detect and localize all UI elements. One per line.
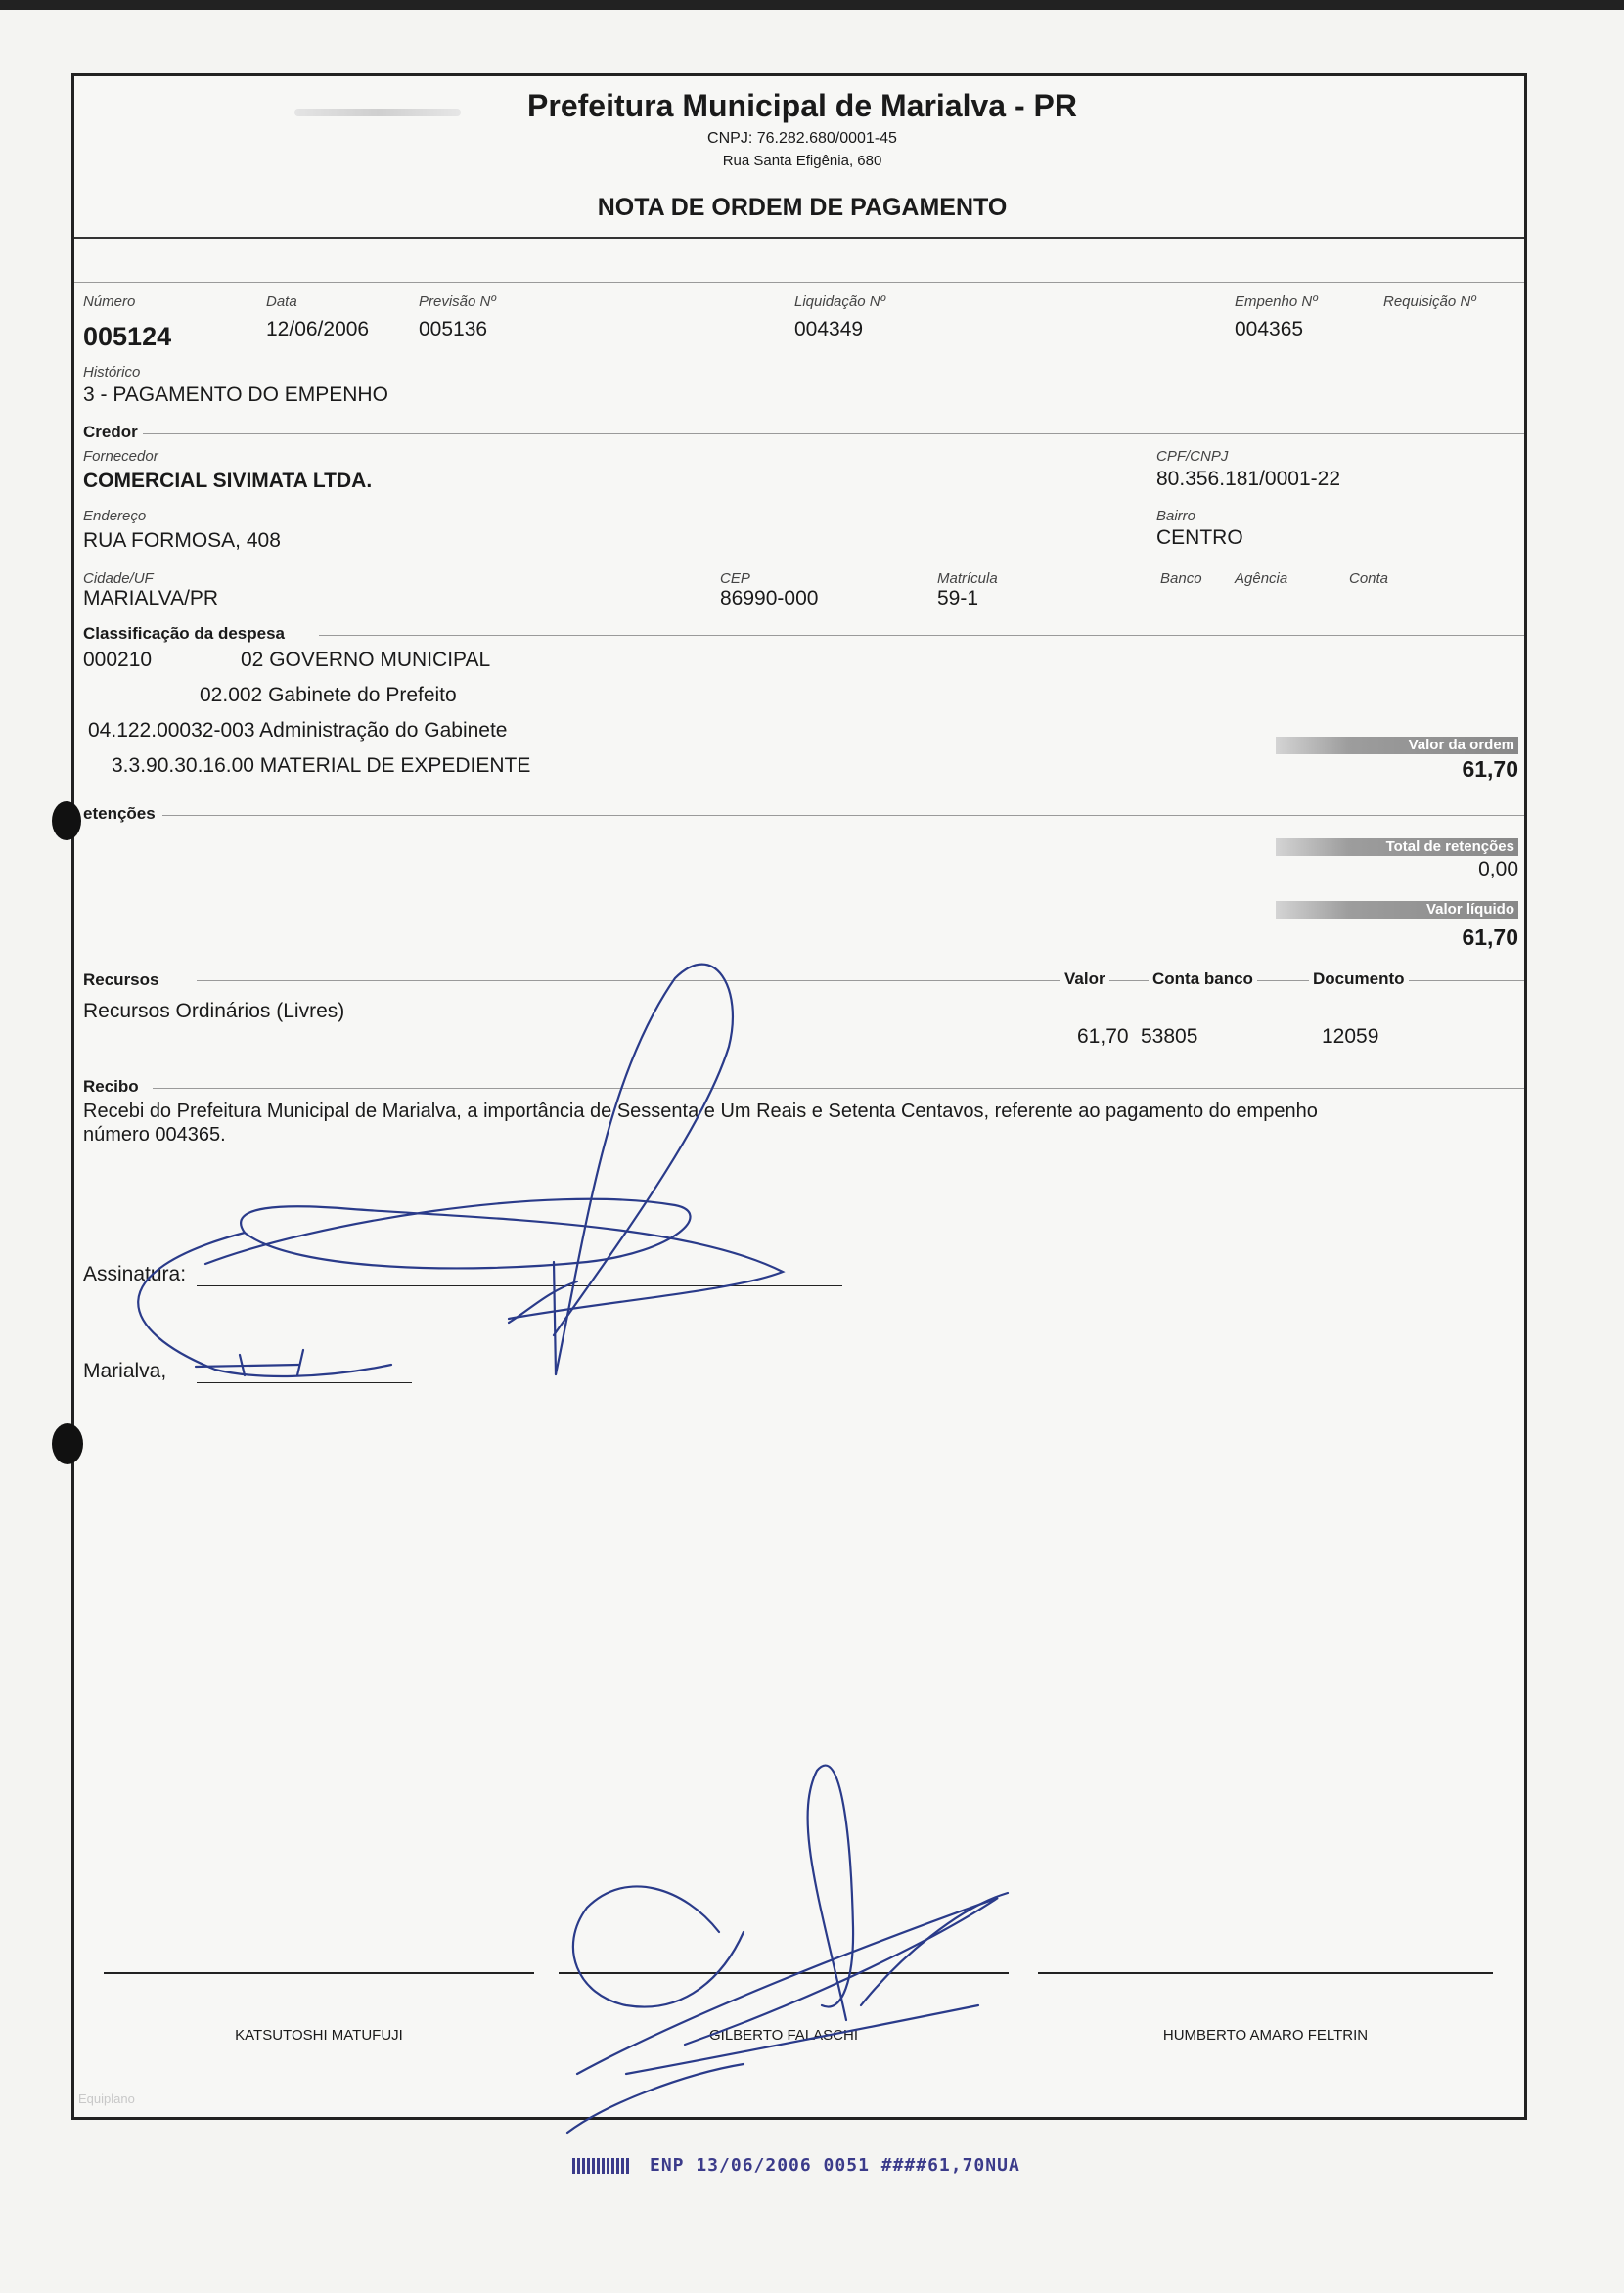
- banco-label: Banco: [1160, 570, 1202, 587]
- cpf-value: 80.356.181/0001-22: [1156, 468, 1341, 490]
- liquidacao-label: Liquidação Nº: [794, 293, 886, 310]
- payment-order-form: [71, 73, 1527, 2120]
- recursos-documento: 12059: [1322, 1025, 1379, 1048]
- matricula-label: Matrícula: [937, 570, 998, 587]
- document-title: NOTA DE ORDEM DE PAGAMENTO: [597, 194, 1008, 221]
- cidade-label: Cidade/UF: [83, 570, 154, 587]
- fornecedor-value: COMERCIAL SIVIMATA LTDA.: [83, 470, 373, 492]
- agencia-label: Agência: [1235, 570, 1288, 587]
- cep-value: 86990-000: [720, 587, 819, 609]
- recursos-descricao: Recursos Ordinários (Livres): [83, 1000, 345, 1022]
- recursos-valor: 61,70: [1077, 1025, 1129, 1048]
- numero-value: 005124: [83, 322, 172, 351]
- cidade-value: MARIALVA/PR: [83, 587, 219, 609]
- recursos-conta-label: Conta banco: [1149, 969, 1257, 989]
- marialva-date-label: Marialva,: [83, 1360, 167, 1382]
- bank-authentication-stamp: ENP 13/06/2006 0051 ####61,70NUA: [650, 2155, 1020, 2176]
- recibo-text-line2: número 004365.: [83, 1124, 226, 1146]
- empenho-label: Empenho Nº: [1235, 293, 1318, 310]
- historico-label: Histórico: [83, 364, 141, 381]
- assinatura-line: [197, 1285, 842, 1286]
- recibo-text-line1: Recebi do Prefeitura Municipal de Marialva, a importância de Sessenta e Um Reais e Setenta Centavos, referente ao pagamento do empenho: [83, 1101, 1318, 1122]
- endereco-label: Endereço: [83, 508, 147, 524]
- signatory-3: HUMBERTO AMARO FELTRIN: [1162, 2027, 1369, 2044]
- classificacao-program: 04.122.00032-003 Administração do Gabinete: [88, 719, 508, 742]
- fornecedor-label: Fornecedor: [83, 448, 158, 465]
- conta-label: Conta: [1349, 570, 1389, 587]
- assinatura-label: Assinatura:: [83, 1263, 187, 1285]
- classificacao-unit: 02 GOVERNO MUNICIPAL: [241, 649, 491, 671]
- data-label: Data: [266, 293, 297, 310]
- valor-liquido-bar: Valor líquido: [1276, 901, 1518, 919]
- cep-label: CEP: [720, 570, 750, 587]
- classificacao-section: Classificação da despesa: [83, 624, 286, 643]
- numero-label: Número: [83, 293, 136, 310]
- total-retencoes-value: 0,00: [1478, 858, 1518, 880]
- requisicao-label: Requisição Nº: [1383, 293, 1476, 310]
- recursos-documento-label: Documento: [1309, 969, 1409, 989]
- cpf-label: CPF/CNPJ: [1156, 448, 1229, 465]
- endereco-value: RUA FORMOSA, 408: [83, 529, 281, 552]
- classificacao-rule: [319, 635, 1524, 636]
- punch-hole-top: [52, 801, 81, 840]
- punch-hole-bottom: [52, 1423, 83, 1464]
- recursos-section: Recursos: [83, 970, 162, 990]
- bank-stamp-logo: [572, 2158, 629, 2174]
- classificacao-subunit: 02.002 Gabinete do Prefeito: [200, 684, 457, 706]
- credor-section: Credor: [83, 423, 138, 441]
- total-retencoes-bar: Total de retenções: [1276, 838, 1518, 856]
- previsao-value: 005136: [419, 318, 488, 340]
- historico-value: 3 - PAGAMENTO DO EMPENHO: [83, 383, 388, 406]
- bairro-value: CENTRO: [1156, 526, 1243, 549]
- address-line: Rua Santa Efigênia, 680: [722, 153, 882, 169]
- previsao-label: Previsão Nº: [419, 293, 496, 310]
- valor-ordem-value: 61,70: [1462, 756, 1518, 782]
- recursos-conta: 53805: [1141, 1025, 1198, 1048]
- scan-top-edge: [0, 0, 1624, 10]
- recibo-rule: [153, 1088, 1524, 1089]
- signature-line-2: [559, 1972, 1009, 1974]
- signatory-1: KATSUTOSHI MATUFUJI: [235, 2027, 403, 2044]
- signature-line-3: [1038, 1972, 1493, 1974]
- classificacao-code: 000210: [83, 649, 153, 671]
- signatory-2: GILBERTO FALASCHI: [709, 2027, 858, 2044]
- signature-line-1: [104, 1972, 534, 1974]
- bairro-label: Bairro: [1156, 508, 1196, 524]
- data-value: 12/06/2006: [266, 318, 370, 340]
- date-line: [197, 1382, 412, 1383]
- recursos-valor-label: Valor: [1060, 969, 1109, 989]
- valor-ordem-bar: Valor da ordem: [1276, 737, 1518, 754]
- header-divider: [74, 237, 1524, 239]
- credor-rule: [143, 433, 1524, 434]
- equiplano-watermark: Equiplano: [78, 2091, 135, 2106]
- liquidacao-value: 004349: [794, 318, 864, 340]
- ids-top-rule: [74, 282, 1524, 283]
- retencoes-rule: [162, 815, 1524, 816]
- empenho-value: 004365: [1235, 318, 1304, 340]
- cnpj-line: CNPJ: 76.282.680/0001-45: [707, 130, 897, 147]
- matricula-value: 59-1: [937, 587, 979, 609]
- classificacao-element: 3.3.90.30.16.00 MATERIAL DE EXPEDIENTE: [112, 754, 531, 777]
- recibo-section: Recibo: [83, 1077, 139, 1096]
- retencoes-section: etenções: [83, 804, 156, 823]
- valor-liquido-value: 61,70: [1462, 924, 1518, 950]
- page-title: Prefeitura Municipal de Marialva - PR: [527, 88, 1077, 123]
